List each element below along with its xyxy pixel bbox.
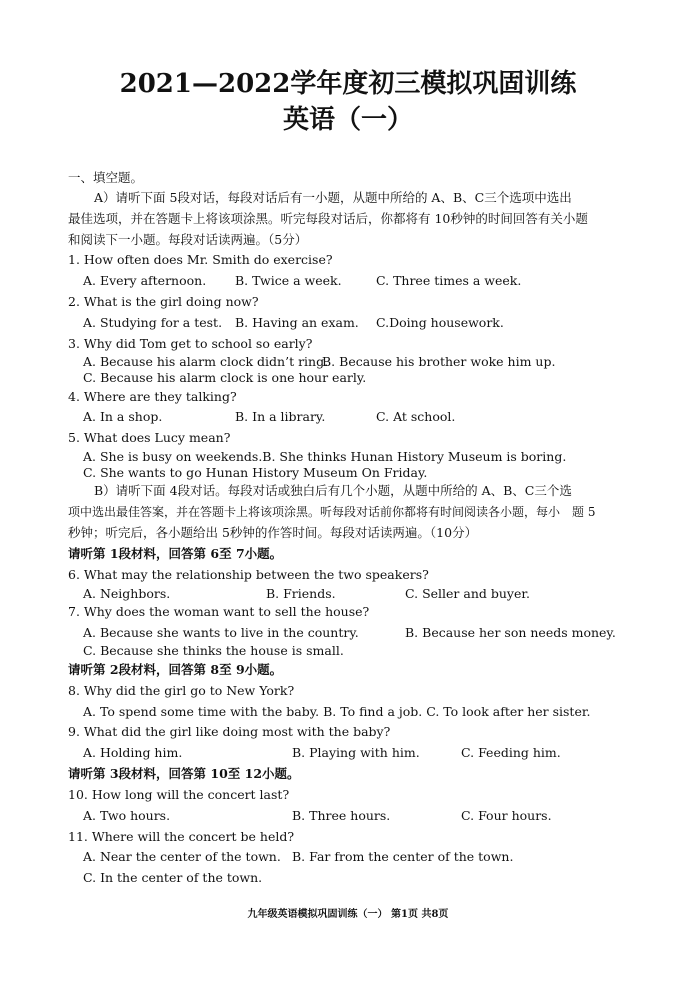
- question-1: 1. How often does Mr. Smith do exercise?: [68, 252, 333, 267]
- question-1-option-c: C. Three times a week.: [376, 273, 522, 288]
- question-9: 9. What did the girl like doing most with the baby?: [68, 724, 391, 739]
- question-3: 3. Why did Tom get to school so early?: [68, 336, 313, 351]
- part-b-instructions-line1: B）请听下面 4段对话。每段对话或独白后有几个小题，从题中所给的 A、B、C三个选: [94, 483, 572, 498]
- page-title-line1: 2021—2022学年度初三模拟巩固训练: [119, 69, 577, 99]
- material-3-heading: 请听第 3段材料，回答第 10至 12小题。: [68, 766, 300, 781]
- question-6-option-c: C. Seller and buyer.: [405, 586, 530, 601]
- question-11: 11. Where will the concert be held?: [68, 829, 295, 844]
- question-11-option-a: A. Near the center of the town.: [83, 849, 281, 864]
- part-a-instructions-line3: 和阅读下一小题。每段对话读两遍。（5分）: [68, 232, 308, 247]
- part-a-instructions-line1: A）请听下面 5段对话，每段对话后有一小题，从题中所给的 A、B、C三个选项中选出: [94, 190, 572, 205]
- question-4-option-b: B. In a library.: [235, 409, 326, 424]
- question-2: 2. What is the girl doing now?: [68, 294, 259, 309]
- question-3-option-c: C. Because his alarm clock is one hour early.: [83, 370, 367, 385]
- material-2-heading: 请听第 2段材料，回答第 8至 9小题。: [68, 662, 283, 677]
- question-6: 6. What may the relationship between the two speakers?: [68, 567, 429, 582]
- question-7-option-c: C. Because she thinks the house is small.: [83, 643, 344, 658]
- question-3-option-a: A. Because his alarm clock didn’t ring.: [83, 354, 329, 369]
- question-8: 8. Why did the girl go to New York?: [68, 683, 295, 698]
- question-10-option-b: B. Three hours.: [292, 808, 391, 823]
- part-b-instructions-line2: 项中选出最佳答案，并在答题卡上将该项涂黑。听每段对话前你都将有时间阅读各小题，每小 题 5: [68, 505, 596, 519]
- question-7-option-b: B. Because her son needs money.: [405, 625, 616, 640]
- question-1-option-b: B. Twice a week.: [235, 273, 342, 288]
- question-10-option-c: C. Four hours.: [461, 808, 552, 823]
- question-4-option-c: C. At school.: [376, 409, 456, 424]
- question-9-option-c: C. Feeding him.: [461, 745, 561, 760]
- question-2-option-b: B. Having an exam.: [235, 315, 359, 330]
- page-title-line2: 英语（一）: [282, 105, 413, 135]
- page-footer: 九年级英语模拟巩固训练（一） 第1页 共8页: [247, 909, 449, 920]
- question-5-option-c: C. She wants to go Hunan History Museum On Friday.: [83, 465, 428, 480]
- question-1-option-a: A. Every afternoon.: [83, 273, 207, 288]
- part-b-instructions-line3: 秒钟；听完后，各小题给出 5秒钟的作答时间。每段对话读两遍。（10分）: [68, 525, 478, 540]
- question-10-option-a: A. Two hours.: [83, 808, 171, 823]
- question-10: 10. How long will the concert last?: [68, 787, 290, 802]
- question-4: 4. Where are they talking?: [68, 389, 237, 404]
- question-3-option-b: B. Because his brother woke him up.: [322, 354, 556, 369]
- question-4-option-a: A. In a shop.: [83, 409, 163, 424]
- question-6-option-a: A. Neighbors.: [83, 586, 171, 601]
- section-heading: 一、填空题。: [68, 170, 144, 185]
- question-9-option-b: B. Playing with him.: [292, 745, 420, 760]
- question-2-option-a: A. Studying for a test.: [83, 315, 223, 330]
- question-2-option-c: C.Doing housework.: [376, 315, 504, 330]
- material-1-heading: 请听第 1段材料，回答第 6至 7小题。: [68, 546, 283, 561]
- question-8-options: A. To spend some time with the baby. B. To find a job. C. To look after her sister.: [83, 704, 591, 719]
- question-5: 5. What does Lucy mean?: [68, 430, 231, 445]
- part-a-instructions-line2: 最佳选项，并在答题卡上将该项涂黑。听完每段对话后，你都将有 10秒钟的时间回答有关小题: [68, 211, 588, 226]
- question-6-option-b: B. Friends.: [266, 586, 336, 601]
- question-9-option-a: A. Holding him.: [83, 745, 183, 760]
- question-7-option-a: A. Because she wants to live in the country.: [83, 625, 359, 640]
- question-11-option-c: C. In the center of the town.: [83, 870, 263, 885]
- question-11-option-b: B. Far from the center of the town.: [292, 849, 514, 864]
- question-7: 7. Why does the woman want to sell the house?: [68, 604, 370, 619]
- question-5-options-ab: A. She is busy on weekends.B. She thinks Hunan History Museum is boring.: [83, 449, 567, 464]
